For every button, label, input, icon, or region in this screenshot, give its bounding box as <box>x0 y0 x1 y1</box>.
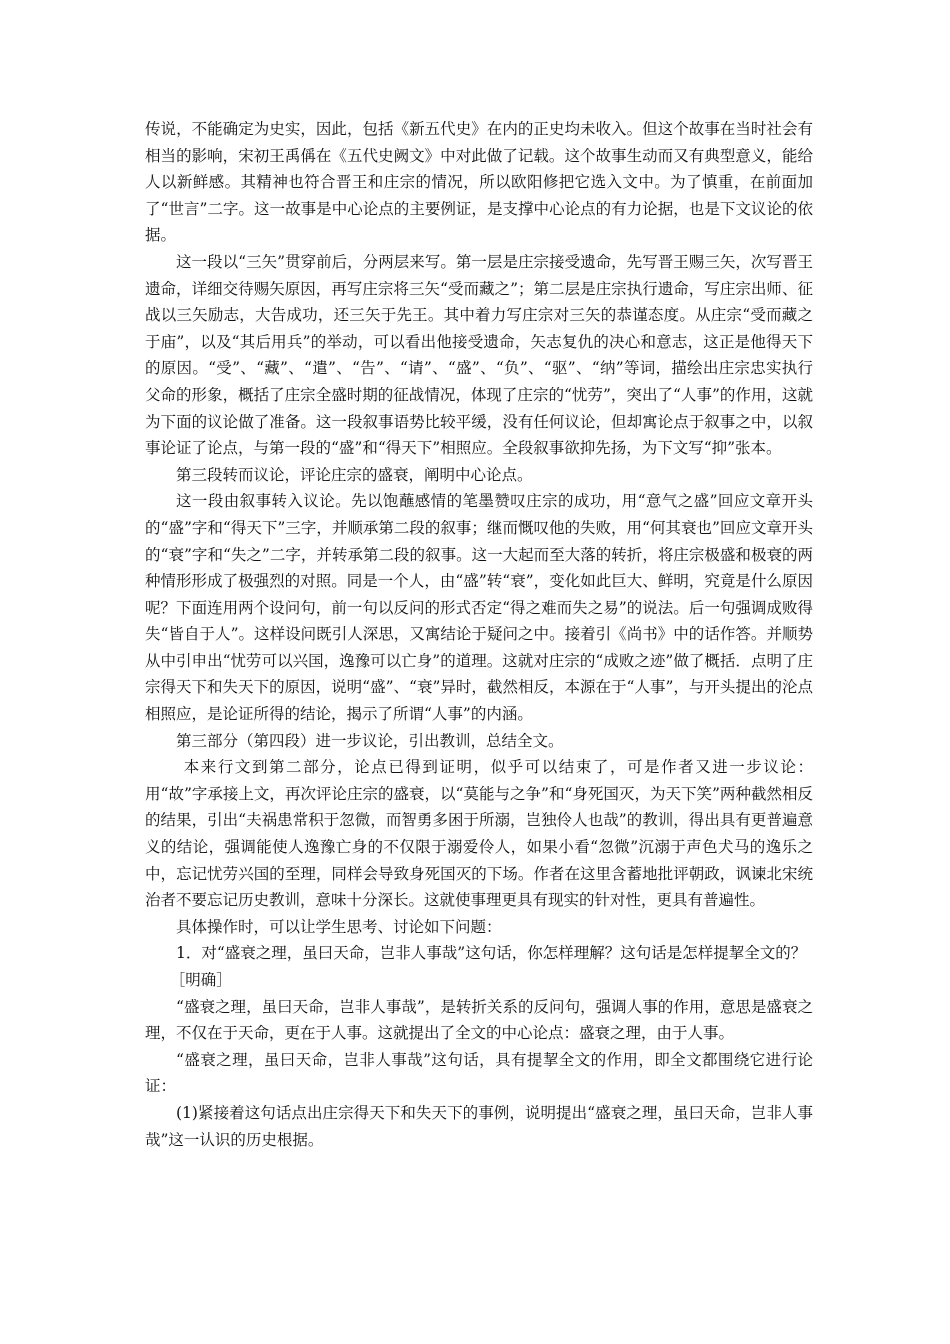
paragraph-section-three-heading: 第三段转而议论，评论庄宗的盛衰，阐明中心论点。 <box>176 465 533 484</box>
paragraph-part-three-heading: 第三部分（第四段）进一步议论，引出教训，总结全文。 <box>176 731 564 750</box>
answer-paragraph-1: “盛衰之理，虽曰天命，岂非人事哉”，是转折关系的反问句，强调人事的作用，意思是盛衰之理，不仅在于天命，更在于人事。这就提出了全文的中心论点：盛衰之理，由于人事。 <box>145 997 813 1043</box>
document-body <box>145 116 813 1153</box>
paragraph-further-argument: 本来行文到第二部分，论点已得到证明，似乎可以结束了，可是作者又进一步议论：用“故”字承接上文，再次评论庄宗的盛衰，以“莫能与之争”和“身死国灭，为天下笑”两种截然相反的结果，引出“夫祸患常积于忽微，而智勇多困于所溺，岂独伶人也哉”的教训，得出具有更普遍意义的结论，强调能使人逸豫亡身的不仅限于溺爱伶人，如果小看“忽微”沉溺于声色犬马的逸乐之中，忘记忧劳兴国的至理，同样会导致身死国灭的下场。作者在这里含蓄地批评朝政，讽谏北宋统治者不要忘记历史教训，意味十分深长。这就使事理更具有现实的针对性，更具有普遍性。 <box>145 758 813 910</box>
paragraph-narrative-to-argument: 这一段由叙事转入议论。先以饱蘸感情的笔墨赞叹庄宗的成功，用“意气之盛”回应文章开头的“盛”字和“得天下”三字，并顺承第二段的叙事；继而慨叹他的失败，用“何其衰也”回应文章开头的“衰”字和“失之”二字，并转承第二段的叙事。这一大起而至大落的转折，将庄宗极盛和极衰的两种情形形成了极强烈的对照。同是一个人，由“盛”转“衰”，变化如此巨大、鲜明，究竟是什么原因呢？下面连用两个设问句，前一句以反问的形式否定“得之难而失之易”的说法。后一句强调成败得失“皆自于人”。这样设问既引人深思，又寓结论于疑问之中。接着引《尚书》中的话作答。并顺势从中引申出“忧劳可以兴国，逸豫可以亡身”的道理。这就对庄宗的“成败之迹”做了概括．点明了庄宗得天下和失天下的原因，说明“盛”、“衰”异时，截然相反，本源在于“人事”，与开头提出的沦点相照应，是论证所得的结论，揭示了所谓“人事”的内涵。 <box>145 492 813 724</box>
answer-paragraph-2: “盛衰之理，虽曰天命，岂非人事哉”这句话，具有提挈全文的作用，即全文都围绕它进行论证： <box>145 1050 813 1096</box>
question-1: 1．对“盛衰之理，虽曰天命，岂非人事哉”这句话，你怎样理解？这句话是怎样提挈全文的？ <box>176 944 807 963</box>
paragraph-operation-intro: 具体操作时，可以让学生思考、讨论如下问题： <box>176 917 502 936</box>
clarify-label: ［明确］ <box>169 971 232 989</box>
answer-point-1: (1)紧接着这句话点出庄宗得天下和失天下的事例，说明提出“盛衰之理，虽曰天命，岂非人事哉”这一认识的历史根据。 <box>145 1103 813 1149</box>
paragraph-three-arrows: 这一段以“三矢”贯穿前后，分两层来写。第一层是庄宗接受遗命，先写晋王赐三矢，次写晋王遗命，详细交待赐矢原因，再写庄宗将三矢“受而藏之”；第二层是庄宗执行遗命，写庄宗出师、征战以三矢励志，大告成功，还三矢于先王。其中着力写庄宗对三矢的恭谨态度。从庄宗“受而藏之于庙”，以及“其后用兵”的举动，可以看出他接受遗命，矢志复仇的决心和意志，这正是他得天下的原因。“受”、“藏”、“遣”、“告”、“请”、“盛”、“负”、“驱”、“纳”等词，描绘出庄宗忠实执行父命的形象，概括了庄宗全盛时期的征战情况，体现了庄宗的“忧劳”，突出了“人事”的作用，这就为下面的议论做了准备。这一段叙事语势比较平缓，没有任何议论，但却寓论点于叙事之中，以叙事论证了论点，与第一段的“盛”和“得天下”相照应。全段叙事欲抑先扬，为下文写“抑”张本。 <box>145 252 813 458</box>
paragraph-continuation: 传说，不能确定为史实，因此，包括《新五代史》在内的正史均未收入。但这个故事在当时社会有相当的影响，宋初王禹偁在《五代史阙文》中对此做了记载。这个故事生动而又有典型意义，能给人以新鲜感。其精神也符合晋王和庄宗的情况，所以欧阳修把它选入文中。为了慎重，在前面加了“世言”二字。这一故事是中心论点的主要例证，是支撑中心论点的有力论据，也是下文议论的依据。 <box>145 120 813 245</box>
